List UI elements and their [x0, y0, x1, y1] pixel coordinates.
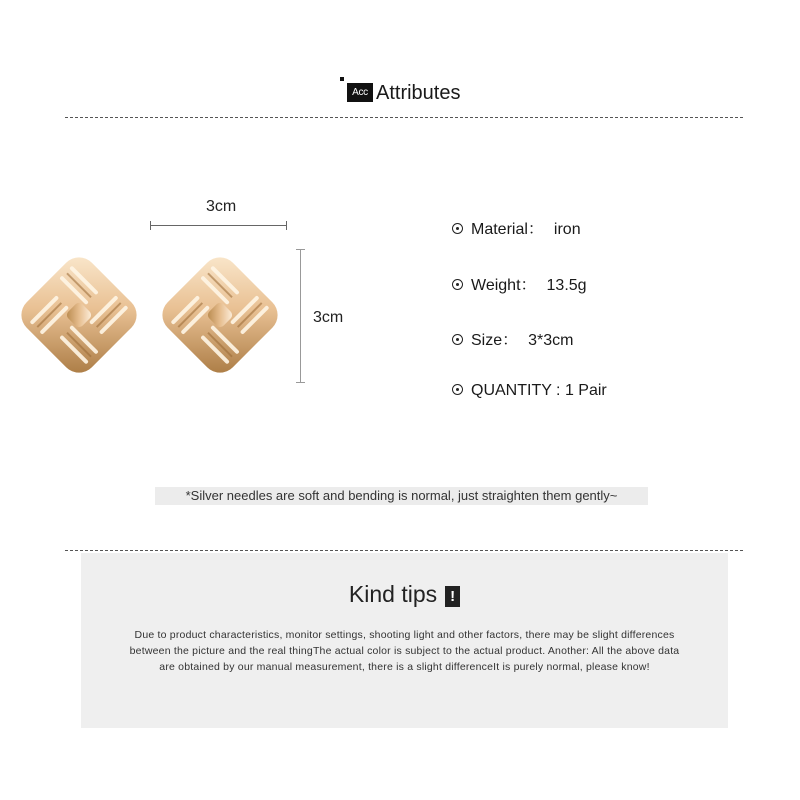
attribute-label: Material： — [471, 221, 544, 238]
width-dimension-line — [150, 225, 287, 226]
bullet-icon — [452, 223, 463, 234]
bullet-icon — [452, 279, 463, 290]
width-dimension-label: 3cm — [206, 198, 237, 215]
attribute-label: Size： — [471, 332, 519, 349]
attribute-material — [452, 219, 581, 241]
kind-tips-panel — [81, 553, 728, 728]
kind-tips-body: Due to product characteristics, monitor settings, shooting light and other factors, there may be slight differences between the picture and the real thingThe actual color is subject to the actual product. Another: All the above data are obtained by our manual measurement, there is a slight differenceIt is purely normal, please know! — [129, 629, 680, 673]
attribute-weight — [452, 275, 587, 297]
bullet-icon — [452, 384, 463, 395]
header-mark — [340, 77, 344, 81]
header-badge: Acc — [347, 83, 373, 102]
kind-tips-title: Kind tips — [348, 581, 438, 607]
attribute-value: 3*3cm — [528, 332, 574, 349]
height-dimension-label: 3cm — [313, 309, 344, 326]
divider-top — [65, 117, 743, 118]
kind-tips-heading — [81, 581, 728, 608]
earring-image-right — [153, 248, 287, 382]
bullet-icon — [452, 334, 463, 345]
exclamation-icon: ! — [445, 586, 460, 607]
attribute-size — [452, 330, 574, 352]
page-title: Attributes — [376, 82, 461, 104]
divider-bottom — [65, 550, 743, 551]
attribute-label: Weight： — [471, 277, 537, 294]
attribute-value: iron — [553, 221, 581, 238]
attribute-value: 13.5g — [546, 277, 587, 294]
earring-image-left — [12, 248, 146, 382]
care-note: *Silver needles are soft and bending is normal, just straighten them gently~ — [155, 487, 648, 505]
attribute-label: QUANTITY : 1 Pair — [471, 382, 607, 399]
height-dimension-line — [300, 249, 301, 383]
attribute-quantity — [452, 380, 607, 402]
